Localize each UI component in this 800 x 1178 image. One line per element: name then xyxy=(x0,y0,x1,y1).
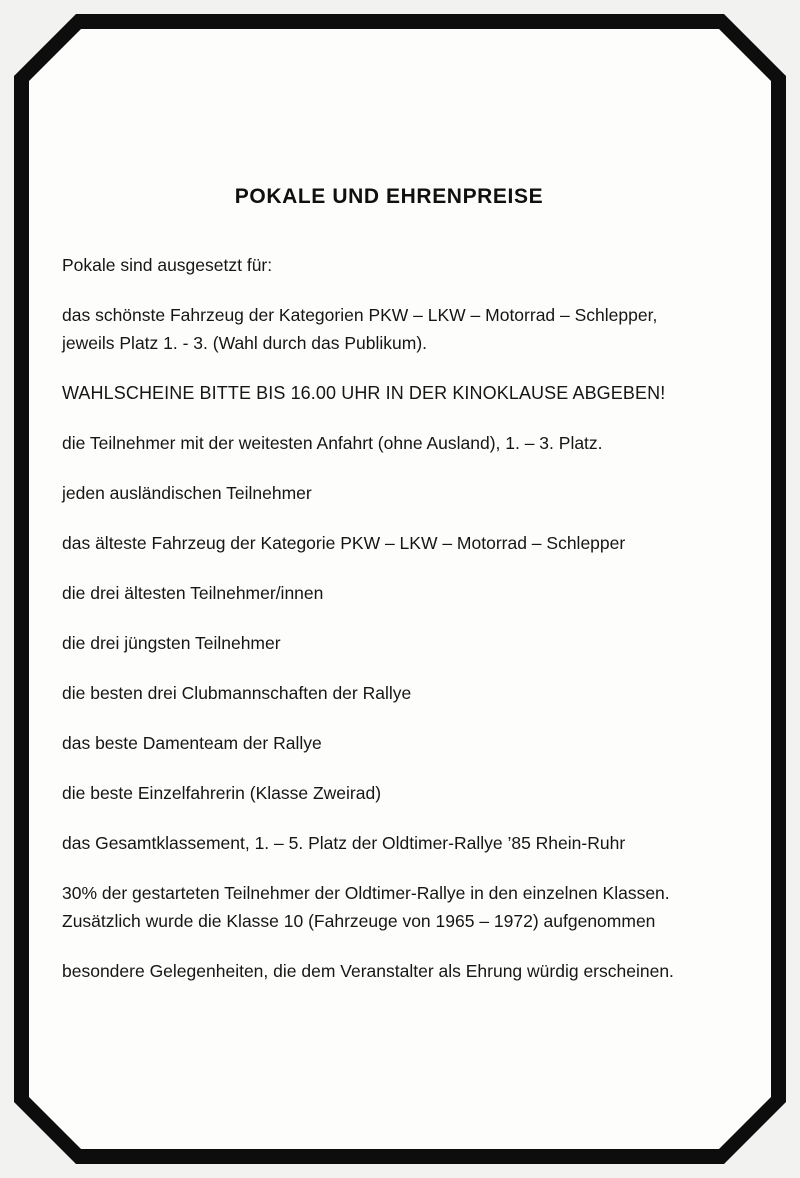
prize-entry xyxy=(62,831,752,855)
document-content xyxy=(62,185,752,1009)
prize-entry-line: die Teilnehmer mit der weitesten Anfahrt (ohne Ausland), 1. – 3. Platz. xyxy=(62,433,603,453)
prize-entry-line: Zusätzlich wurde die Klasse 10 (Fahrzeuge von 1965 – 1972) aufgenommen xyxy=(62,911,656,931)
page-title: POKALE UND EHRENPREISE xyxy=(234,185,544,208)
prize-entry xyxy=(62,431,752,455)
prize-entry-line: die beste Einzelfahrerin (Klasse Zweirad) xyxy=(62,783,382,803)
prize-entry xyxy=(62,731,752,755)
prize-entry-line: 30% der gestarteten Teilnehmer der Oldtimer-Rallye in den einzelnen Klassen. xyxy=(62,883,670,903)
prize-entry-line: die besten drei Clubmannschaften der Rallye xyxy=(62,683,412,703)
prize-entry xyxy=(62,781,752,805)
prize-entry xyxy=(62,681,752,705)
prize-entry-line: das schönste Fahrzeug der Kategorien PKW – LKW – Motorrad – Schlepper, xyxy=(62,305,658,325)
prize-entry-line: WAHLSCHEINE BITTE BIS 16.00 UHR IN DER KINOKLAUSE ABGEBEN! xyxy=(62,383,666,403)
intro-text: Pokale sind ausgesetzt für: xyxy=(62,255,273,275)
prize-entry xyxy=(62,881,752,933)
prize-entry xyxy=(62,531,752,555)
prize-entry xyxy=(62,481,752,505)
prize-entry xyxy=(62,581,752,605)
prize-entry-line: jeden ausländischen Teilnehmer xyxy=(62,483,312,503)
prize-entry-line: die drei jüngsten Teilnehmer xyxy=(62,633,281,653)
prize-entry xyxy=(62,381,752,405)
prize-entry-line: das älteste Fahrzeug der Kategorie PKW – LKW – Motorrad – Schlepper xyxy=(62,533,626,553)
prize-entry xyxy=(62,303,752,355)
prize-entry xyxy=(62,631,752,655)
prize-entry-line: die drei ältesten Teilnehmer/innen xyxy=(62,583,324,603)
prize-entry xyxy=(62,959,752,983)
prize-entry-line: das beste Damenteam der Rallye xyxy=(62,733,322,753)
prize-entries-list xyxy=(62,303,752,983)
prize-entry-line: besondere Gelegenheiten, die dem Veranstalter als Ehrung würdig erscheinen. xyxy=(62,961,674,981)
prize-entry-line: jeweils Platz 1. - 3. (Wahl durch das Publikum). xyxy=(62,333,428,353)
prize-entry-line: das Gesamtklassement, 1. – 5. Platz der Oldtimer-Rallye ’85 Rhein-Ruhr xyxy=(62,833,626,853)
